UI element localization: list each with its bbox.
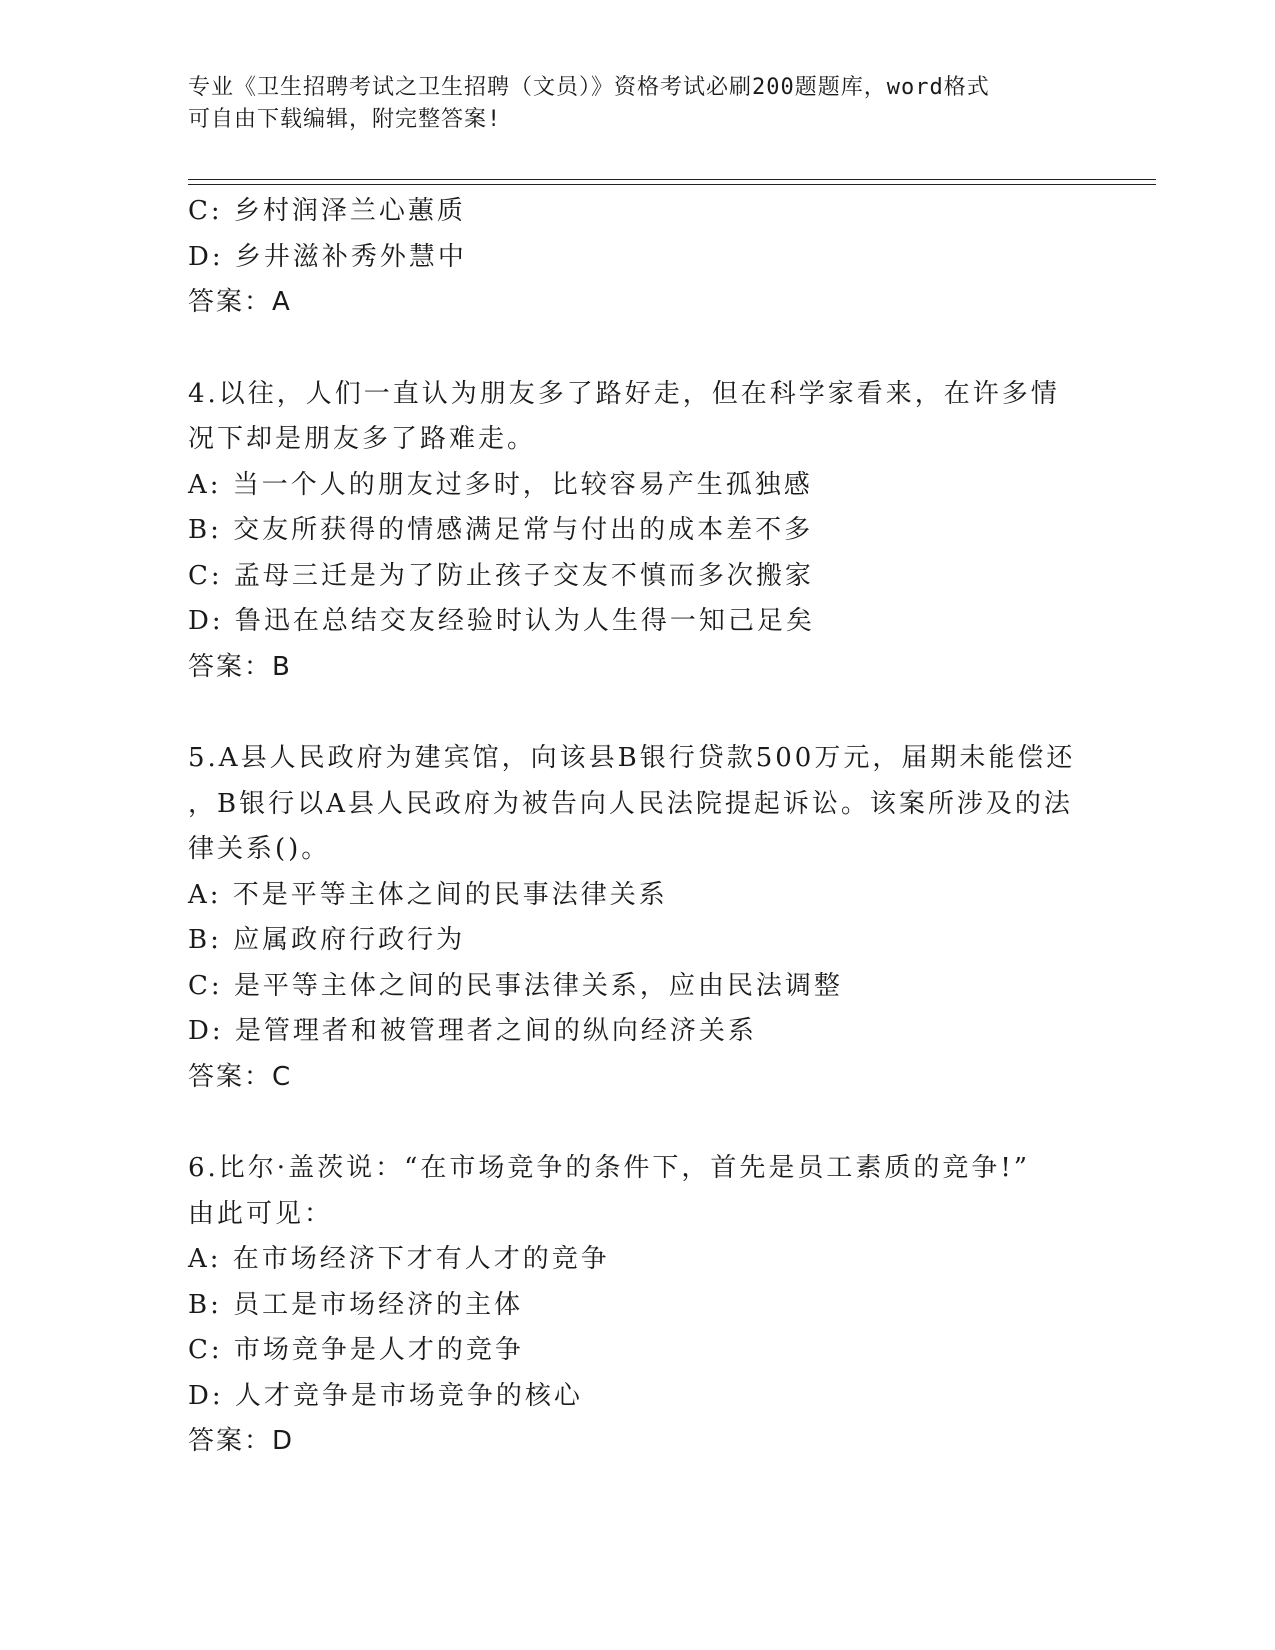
spacer [188,326,1088,372]
option-c: C: 乡村润泽兰心蕙质 [188,196,466,226]
answer-line: 答案：A [188,287,292,317]
question-3-tail [188,189,1088,326]
option-a: A: 当一个人的朋友过多时，比较容易产生孤独感 [188,469,813,500]
question-4 [188,372,1088,691]
question-stem-line: 况下却是朋友多了路难走。 [188,424,537,454]
option-d: D: 乡井滋补秀外慧中 [188,241,467,272]
question-stem-line: 4.以往，人们一直认为朋友多了路好走，但在科学家看来，在许多情 [188,378,1060,409]
option-d: D: 人才竞争是市场竞争的核心 [188,1380,583,1411]
answer-line: 答案：B [188,651,292,682]
option-b: B: 交友所获得的情感满足常与付出的成本差不多 [188,515,814,545]
option-c: C: 是平等主体之间的民事法律关系，应由民法调整 [188,970,843,1001]
question-stem-line: ，B银行以A县人民政府为被告向人民法院提起诉讼。该案所涉及的法 [188,788,1073,819]
question-6 [188,1146,1088,1465]
option-b: B: 员工是市场经济的主体 [188,1289,524,1320]
option-a: A: 在市场经济下才有人才的竞争 [188,1244,610,1274]
answer-line: 答案：D [188,1426,295,1456]
header-divider-top [188,179,1156,180]
question-list [188,189,1088,1465]
question-stem-line: 5.A县人民政府为建宾馆，向该县B银行贷款500万元，届期未能偿还 [188,743,1076,773]
option-b: B: 应属政府行政行为 [188,925,466,955]
spacer [188,690,1088,736]
option-d: D: 鲁迅在总结交友经验时认为人生得一知己足矣 [188,606,815,636]
header-line-1: 专业《卫生招聘考试之卫生招聘（文员）》资格考试必刷200题题库，word格式 [188,75,990,100]
question-5 [188,736,1088,1100]
header-divider-bottom [188,184,1156,185]
question-stem-line: 律关系()。 [188,834,331,864]
option-c: C: 孟母三迁是为了防止孩子交友不慎而多次搬家 [188,560,814,591]
question-stem-line: 由此可见： [188,1198,334,1229]
question-stem-line: 6.比尔·盖茨说：“在市场竞争的条件下，首先是员工素质的竞争!” [188,1153,1031,1183]
option-a: A: 不是平等主体之间的民事法律关系 [188,879,668,910]
spacer [188,1100,1088,1146]
answer-line: 答案：C [188,1061,293,1092]
header-line-2: 可自由下载编辑，附完整答案! [188,107,502,132]
option-c: C: 市场竞争是人才的竞争 [188,1335,524,1365]
document-header [188,72,1088,136]
option-d: D: 是管理者和被管理者之间的纵向经济关系 [188,1016,757,1046]
